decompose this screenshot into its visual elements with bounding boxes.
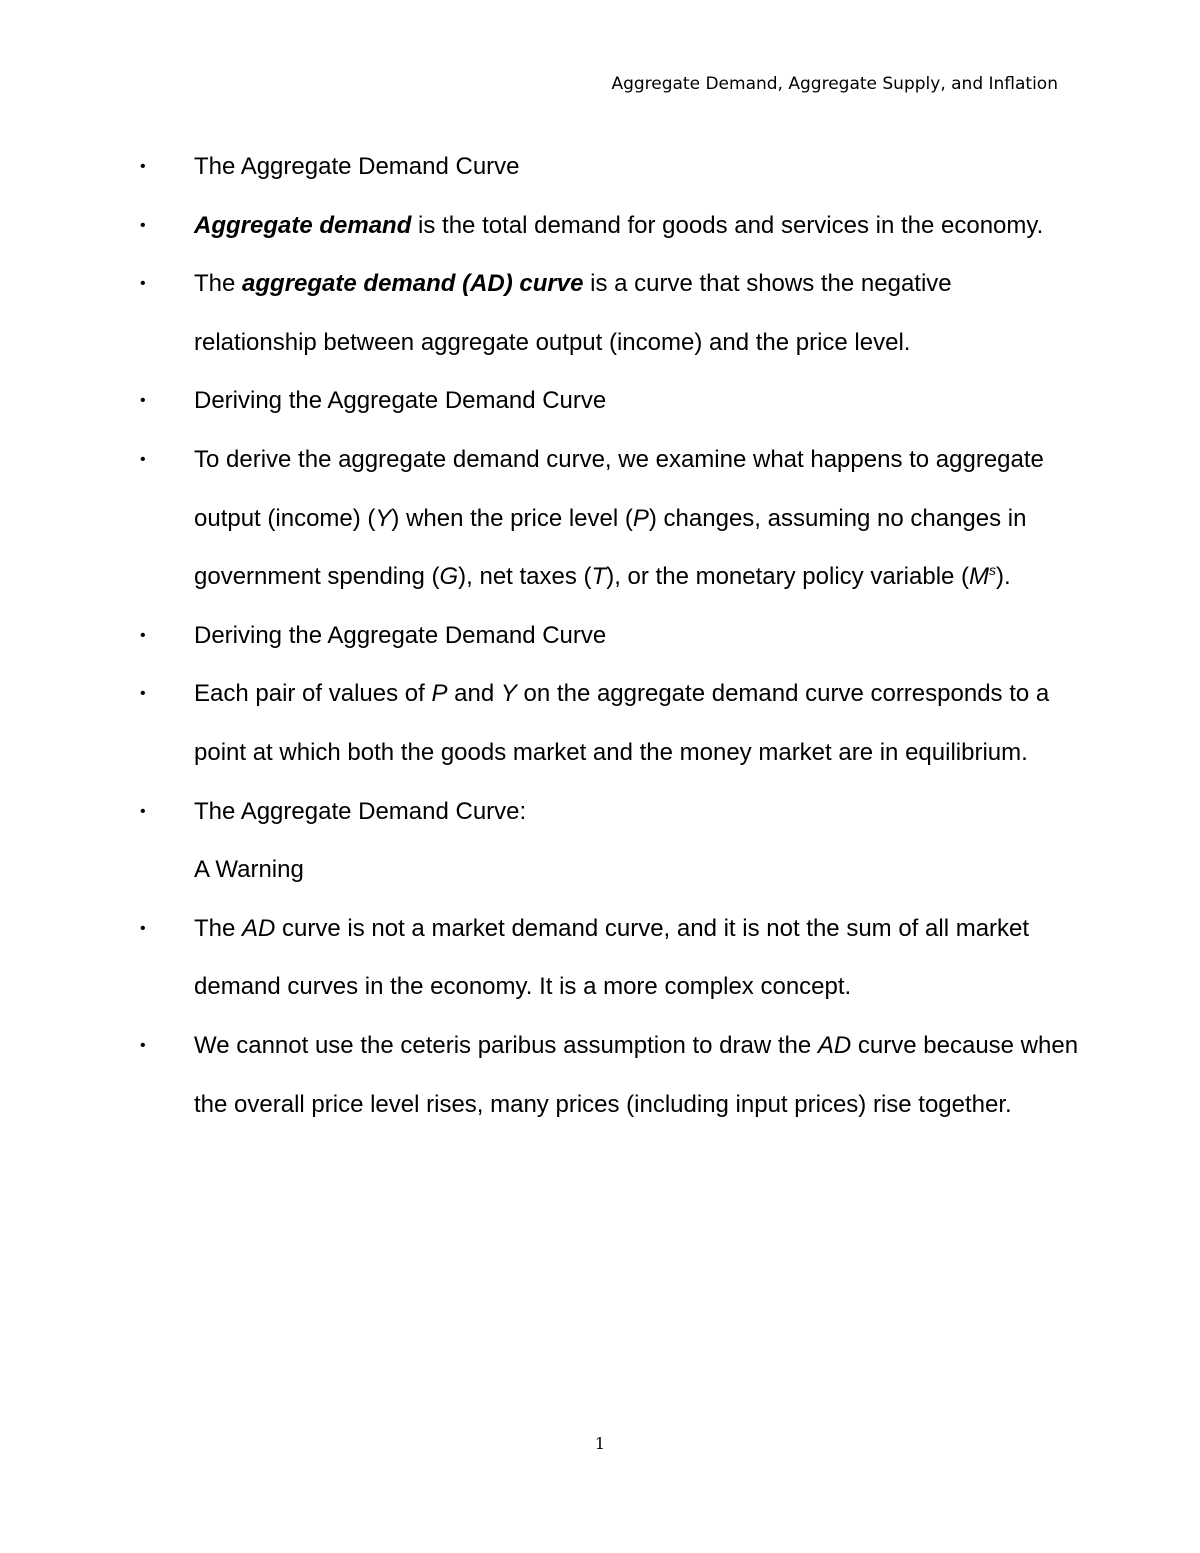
list-item <box>140 665 1080 782</box>
list-item-text: ) when the price level ( <box>391 504 633 532</box>
bullet-icon: • <box>140 802 146 820</box>
bullet-icon: • <box>140 919 146 937</box>
list-item-text: Deriving the Aggregate Demand Curve <box>194 387 607 415</box>
list-item-text: We cannot use the ceteris paribus assumption to draw the <box>194 1031 818 1059</box>
list-item-text: ) changes, assuming no changes in government spending ( <box>194 504 1027 591</box>
variable: P <box>632 504 649 532</box>
list-item <box>140 1017 1080 1134</box>
bullet-icon: • <box>140 626 146 644</box>
defined-term: Aggregate demand <box>194 211 412 239</box>
running-header: Aggregate Demand, Aggregate Supply, and Inflation <box>611 74 1058 94</box>
list-item-text: on the aggregate demand curve corresponds to a point at which both the goods market and the money market are in equilibrium. <box>194 680 1050 766</box>
variable: P <box>431 680 448 708</box>
list-item-text: curve because when the overall price level rises, many prices (including input prices) rise together. <box>194 1031 1079 1118</box>
list-item-text: and <box>447 680 501 708</box>
list-item-text: The Aggregate Demand Curve: <box>194 797 527 825</box>
list-item-text: is the total demand for goods and services in the economy. <box>411 211 1044 239</box>
bullet-icon: • <box>140 158 146 175</box>
bullet-icon: • <box>140 450 146 468</box>
list-item-continuation <box>140 841 1080 900</box>
defined-term: aggregate demand (AD) curve <box>242 270 584 298</box>
list-item-text: Deriving the Aggregate Demand Curve <box>194 621 607 649</box>
list-item-text: The <box>194 914 243 942</box>
variable: T <box>591 563 607 591</box>
list-item-text: ). <box>996 563 1011 591</box>
list-item-text: A Warning <box>194 856 304 884</box>
variable: Y <box>500 680 517 708</box>
list-item <box>140 607 1080 666</box>
variable: AD <box>817 1031 852 1059</box>
list-item-text: The Aggregate Demand Curve <box>194 153 520 180</box>
list-item <box>140 783 1080 842</box>
list-item <box>140 197 1080 256</box>
list-item-text: Each pair of values of <box>194 680 432 708</box>
list-item-text: To derive the aggregate demand curve, we examine what happens to aggregate output (income) ( <box>194 445 1044 532</box>
list-item <box>140 138 1080 197</box>
list-item <box>140 372 1080 431</box>
bullet-icon: • <box>140 216 146 234</box>
list-item-text: curve is not a market demand curve, and it is not the sum of all market demand curves in the economy. It is a more complex concept. <box>194 914 1030 1001</box>
variable: AD <box>242 914 276 942</box>
bullet-icon: • <box>140 392 146 410</box>
bullet-icon: • <box>140 685 146 703</box>
variable: G <box>439 563 459 591</box>
list-item-text: ), or the monetary policy variable ( <box>606 563 970 591</box>
superscript: s <box>989 562 997 579</box>
list-item-text: is a curve that shows the negative relationship between aggregate output (income) and the price level. <box>194 270 952 356</box>
list-item <box>140 900 1080 1017</box>
list-item <box>140 255 1080 372</box>
page-number: 1 <box>594 1434 606 1453</box>
list-item-text: ), net taxes ( <box>458 563 592 591</box>
list-item-text: The <box>194 270 243 298</box>
bullet-list <box>140 138 1080 1134</box>
variable: Y <box>375 504 392 532</box>
bullet-icon: • <box>140 1036 146 1054</box>
variable: M <box>969 563 990 591</box>
bullet-icon: • <box>140 275 146 293</box>
list-item <box>140 431 1080 607</box>
